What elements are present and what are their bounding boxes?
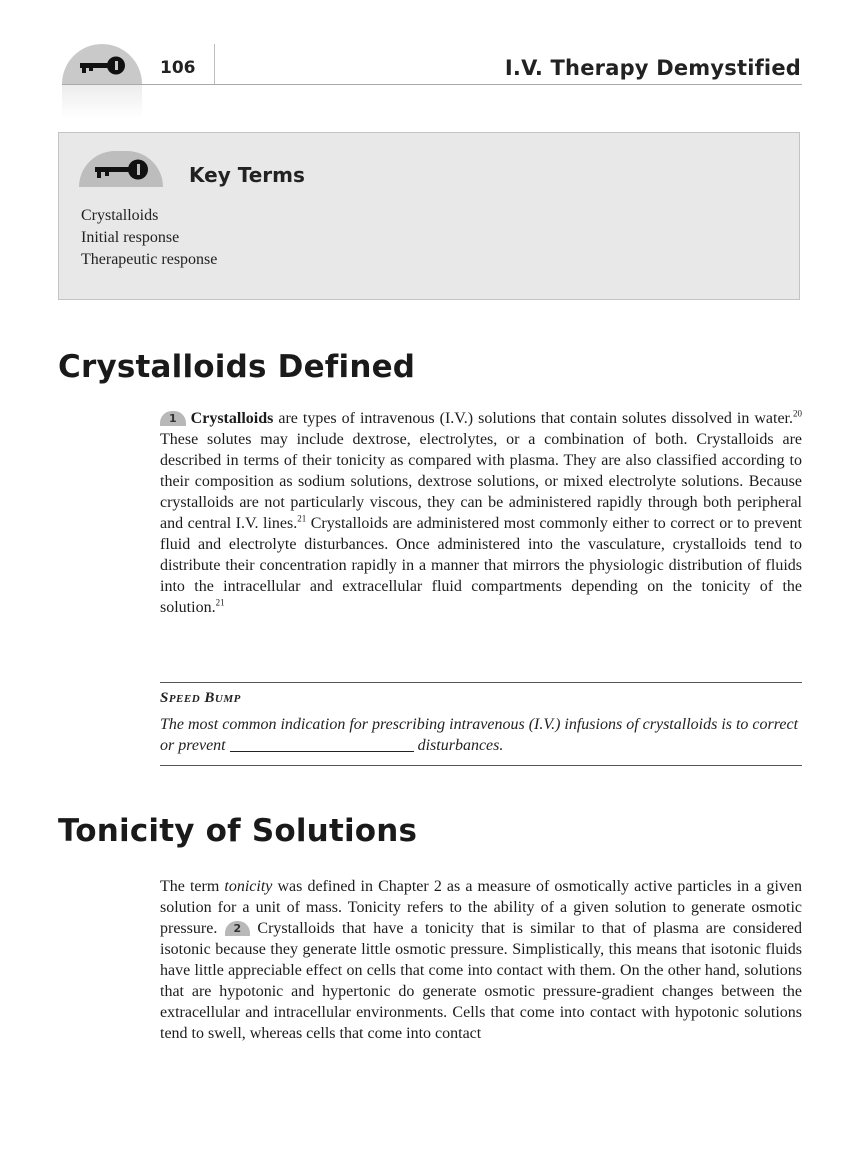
fill-in-blank <box>230 737 414 752</box>
header-tab <box>62 44 142 84</box>
italic-term: tonicity <box>224 878 273 895</box>
key-terms-list <box>81 205 217 271</box>
speed-bump-question: The most common indication for prescribing intravenous (I.V.) infusions of crystalloids is to correct or prevent disturbances. <box>160 716 799 754</box>
speed-bump-label: Speed Bump <box>160 690 241 706</box>
key-term-item: Therapeutic response <box>81 251 218 268</box>
reference: 21 <box>215 597 225 608</box>
section-heading-crystalloids-defined: Crystalloids Defined <box>58 349 416 385</box>
paragraph-marker: 1 <box>160 411 186 426</box>
key-icon <box>80 56 126 76</box>
book-title: I.V. Therapy Demystified <box>504 56 801 80</box>
lead-term: Crystalloids <box>190 410 274 427</box>
paragraph-marker: 2 <box>225 921 251 936</box>
header-tab-shadow <box>62 84 142 118</box>
key-term-item: Crystalloids <box>81 207 159 224</box>
key-icon <box>95 159 149 181</box>
section-heading-tonicity: Tonicity of Solutions <box>58 813 418 849</box>
header-rule <box>62 84 802 85</box>
reference: 20 <box>793 408 803 419</box>
reference: 21 <box>297 513 307 524</box>
page-number: 106 <box>160 58 196 78</box>
crystalloids-paragraph: 1 Crystalloids are types of intravenous (I.V.) solutions that contain solutes dissolved in water.$^{20}$ These solutes may include dextrose, electrolytes, or a combination of both. Crystalloids are described in terms of their tonicity as compared with plasma. They are also classified according to their composition as sodium solutions, dextrose solutions, or mixed electrolyte solutions. Because crystalloids are not particularly viscous, they can be administered rapidly through both peripheral and central I.V. lines.$^{21}$ Crystalloids are administered most commonly either to correct or to prevent fluid and electrolyte disturbances. Once administered into the vasculature, crystalloids tend to distribute their concentration rapidly in a manner that mirrors the physiologic distribution of fluids into the intracellular and extracellular fluid compartments depending on the tonicity of the solution.$^{21}$ <box>160 408 803 616</box>
key-terms-title: Key Terms <box>189 163 305 187</box>
key-terms-tab <box>79 151 163 187</box>
tonicity-paragraph: The term tonicity was defined in Chapter 2 as a measure of osmotically active particles in a given solution for a unit of mass. Tonicity refers to the ability of a given solution to generate osmotic pressure. 2 Crystalloids that have a tonicity that is similar to that of plasma are considered isotonic because they generate little osmotic pressure. Simplistically, this means that isotonic fluids have little appreciable effect on cells that come into contact with them. On the other hand, solutions that are hypotonic and hypertonic do generate osmotic pressure-gradient changes between the extracellular and intracellular environments. Cells that come into contact with hypotonic solutions tend to swell, whereas cells that come into contact <box>160 878 802 1042</box>
key-term-item: Initial response <box>81 229 180 246</box>
header-divider <box>214 44 215 84</box>
speed-bump-top-rule <box>160 682 802 683</box>
key-terms-box <box>58 132 800 300</box>
speed-bump-bottom-rule <box>160 765 802 766</box>
